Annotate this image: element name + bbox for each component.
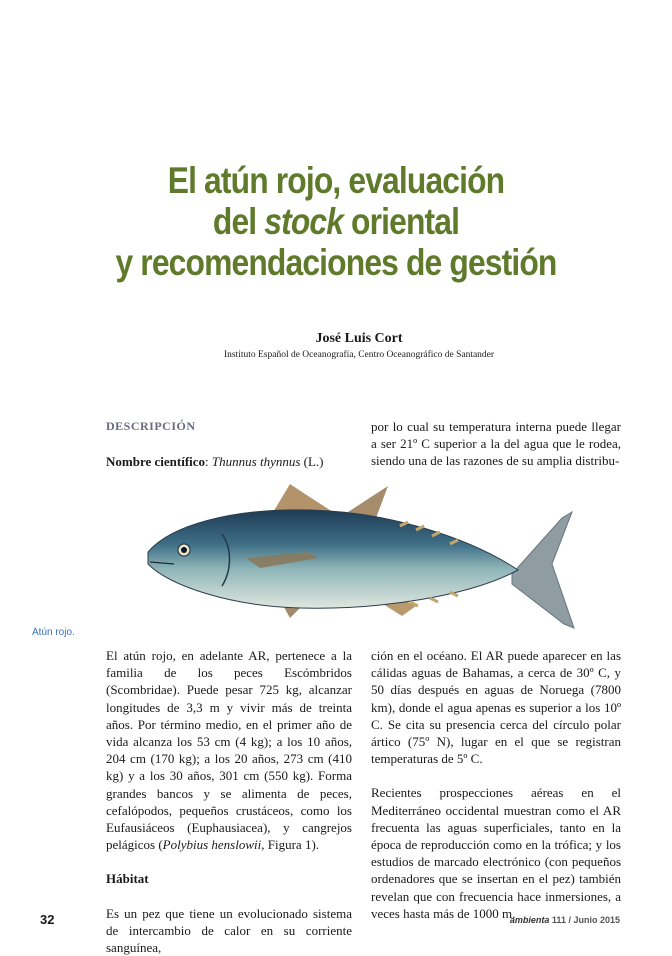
left-column-top xyxy=(106,418,352,470)
scientific-name-sep: : xyxy=(205,454,212,470)
right-column-top xyxy=(371,418,621,470)
scientific-name-author: (L.) xyxy=(300,454,324,470)
scientific-name-line xyxy=(106,453,352,470)
title-line-2 xyxy=(47,201,625,242)
author-affiliation: Instituto Español de Oceanografía, Centro Oceanográfico de Santander xyxy=(223,350,495,360)
footer-date: / Junio 2015 xyxy=(568,915,620,925)
title-line-1: El atún rojo, evaluación xyxy=(167,160,505,201)
author-name: José Luis Cort xyxy=(315,331,403,346)
title-line-3: y recomendaciones de gestión xyxy=(115,242,557,283)
fish-body xyxy=(148,510,518,608)
right-paragraph-2: Recientes prospecciones aéreas en el Mediterráneo occidental muestran como el AR frecuenta las aguas superficiales, tanto en la época de reproducción como en la trófica; y los estudios de marcado electrónico (con pequeños ordenadores que se insertan en el pez) también revelan que con frecuencia hace inmersiones, a veces hasta más de 1000 m. xyxy=(371,785,621,921)
left-paragraph-1-em: Polybius henslowii xyxy=(162,837,262,853)
left-paragraph-1 xyxy=(106,647,352,853)
scientific-name: Thunnus thynnus xyxy=(211,454,301,470)
footer-issue: 111 xyxy=(551,915,566,925)
left-paragraph-2: Es un pez que tiene un evolucionado sistema de intercambio de calor en su corriente sanguínea, xyxy=(106,905,352,956)
footer-brand: ambienta xyxy=(509,915,550,925)
tail-fin xyxy=(512,512,574,628)
title-line-2-pre: del xyxy=(212,201,265,242)
title-line-2-em: stock xyxy=(264,201,344,242)
article-title xyxy=(47,160,625,283)
left-column-bottom xyxy=(106,647,352,956)
figure-caption: Atún rojo. xyxy=(32,627,75,638)
right-paragraph-1: ción en el océano. El AR puede aparecer en las cálidas aguas de Bahamas, a cerca de 30º C, y 50 días después en aguas de Noruega (7800 km), donde el agua apenas es superior a los 10º C. Se cita su presencia cerca del círculo polar ártico (75º N), lugar en el que se registran temperaturas de 5º C. xyxy=(371,648,621,767)
left-paragraph-1-a: El atún rojo, en adelante AR, pertenece a la familia de los peces Escómbridos (Scombridae). Puede pesar 725 kg, alcanzar longitudes de 3,3 m y vivir más de treinta años. Por término medio, en el primer año de vida alcanza los 53 cm (4 kg); a los 10 años, 204 cm (170 kg); a los 20 años, 273 cm (410 kg) y a los 30 años, 301 cm (550 kg). Forma grandes bancos y se alimenta de peces, cefalópodos, pequeños crustáceos, como los Eufausiáceos (Euphausiacea), y cangrejos pelágicos ( xyxy=(106,648,352,853)
subheading-habitat: Hábitat xyxy=(106,871,149,887)
title-line-2-post: oriental xyxy=(343,201,460,242)
right-column-bottom xyxy=(371,647,621,922)
right-top-paragraph: por lo cual su temperatura interna puede llegar a ser 21º C superior a la del agua que le rodea, siendo una de las razones de su amplia distribu- xyxy=(371,419,621,469)
scientific-name-label: Nombre científico xyxy=(106,454,206,470)
left-paragraph-1-b: , Figura 1). xyxy=(261,837,320,853)
section-heading-descripcion: DESCRIPCIÓN xyxy=(106,419,196,433)
bluefin-tuna-illustration xyxy=(140,478,576,634)
footer-publication xyxy=(510,915,620,925)
page-number: 32 xyxy=(40,912,55,927)
